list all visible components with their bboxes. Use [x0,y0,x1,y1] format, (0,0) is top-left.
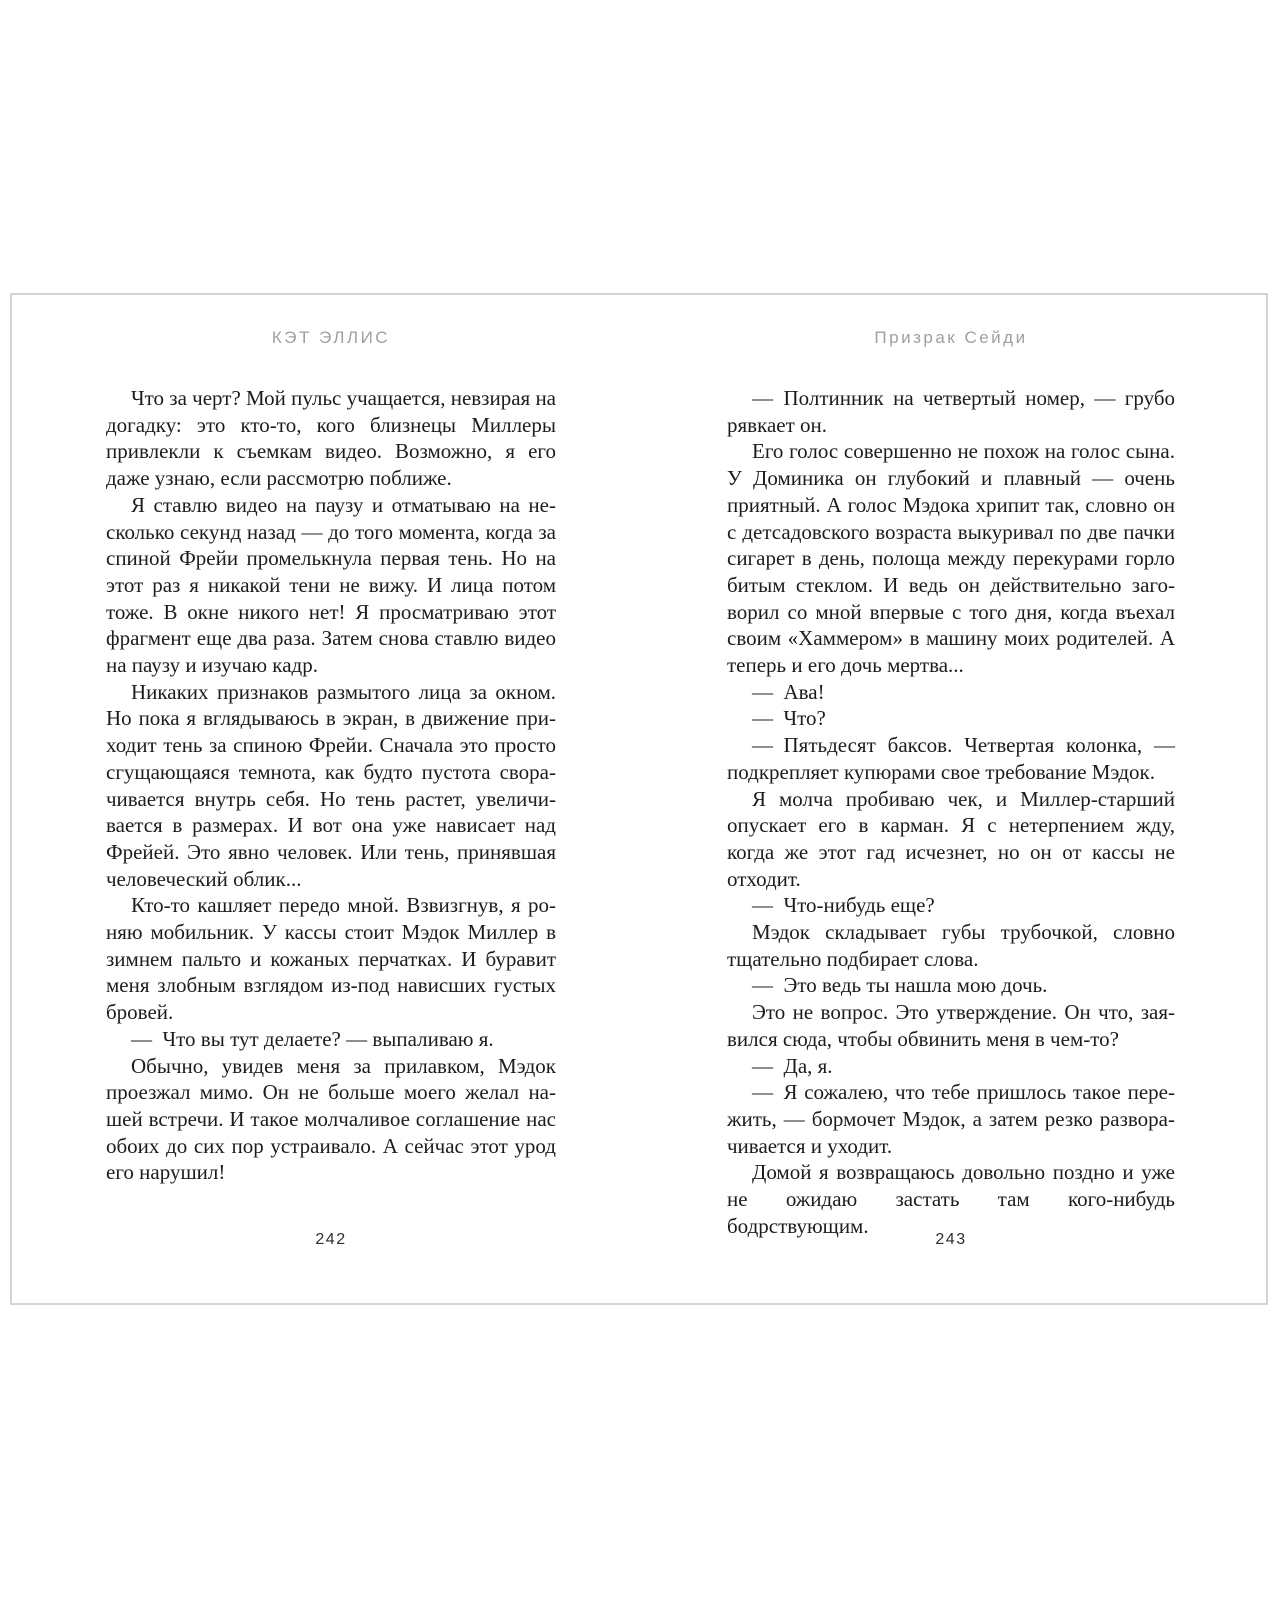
paragraph-dialogue: — Это ведь ты нашла мою дочь. [752,973,1048,998]
page-number-left: 242 [315,1231,347,1248]
paragraph-dialogue: — Что вы тут делаете? — выпаливаю я. [131,1026,494,1051]
page-left-body [106,385,556,1186]
paragraph-dialogue: — Полтинник на четвертый номер, — грубо рявкает он. [727,386,1175,437]
paragraph: Никаких признаков размытого лица за окном. Но пока я вглядываюсь в экран, в движение приходит тень за спиною Фрейи. Сначала это просто сгущающаяся темнота, как будто пустота сворачивается внутрь себя. Но тень растет, увеличивается в размерах. И вот она уже нависает над Фрейей. Это явно человек. Или тень, принявшая человеческий облик... [106,679,556,891]
paragraph: Это не вопрос. Это утверждение. Он что, заявился сюда, чтобы обвинить меня в чем-то? [727,1000,1175,1051]
paragraph-dialogue: — Что? [752,706,826,731]
page-right-body [727,385,1175,1240]
book-spread [10,293,1268,1305]
paragraph-dialogue: — Пятьдесят баксов. Четвертая колонка, — подкрепляет купюрами свое требование Мэдок. [727,733,1175,784]
page-number-right: 243 [935,1231,967,1248]
paragraph-dialogue: — Да, я. [752,1053,833,1078]
paragraph: Домой я возвращаюсь довольно поздно и уже не ожидаю застать там кого-нибудь бодрствующим. [727,1160,1175,1238]
page-right [727,295,1175,1303]
paragraph-dialogue: — Ава! [752,679,825,704]
paragraph: Я молча пробиваю чек, и Миллер-старший опускает его в карман. Я с нетерпением жду, когда же этот гад исчезнет, но он от кассы не отходит. [727,786,1175,891]
paragraph: Я ставлю видео на паузу и отматываю на несколько секунд назад — до того момента, когда за спиной Фрейи промелькнула первая тень. Но на этот раз я никакой тени не вижу. И лица потом тоже. В окне никого нет! Я просматриваю этот фрагмент еще два раза. Затем снова ставлю видео на паузу и изучаю кадр. [106,492,556,678]
paragraph: Его голос совершенно не похож на голос сына. У Доминика он глубокий и плавный — очень приятный. А голос Мэдока хрипит так, словно он с детсадовского возраста выкуривал по две пачки сигарет в день, полоща между перекурами горло битым стеклом. И ведь он действительно заговорил со мной впервые с того дня, когда въехал своим «Хаммером» в машину моих родителей. А теперь и его дочь мертва... [727,439,1175,678]
paragraph: Что за черт? Мой пульс учащается, невзирая на догадку: это кто-то, кого близнецы Миллеры привлекли к съемкам видео. Возможно, я его даже узнаю, если рассмотрю поближе. [106,386,557,491]
paragraph-dialogue: — Что-нибудь еще? [752,893,935,918]
page-left [106,295,556,1303]
paragraph: Обычно, увидев меня за прилавком, Мэдок проезжал мимо. Он не больше моего желал нашей встречи. И такое молчаливое соглашение нас обоих до сих пор устраивало. А сейчас этот урод его нарушил! [106,1053,556,1185]
running-head-author: КЭТ ЭЛЛИС [271,328,391,347]
running-head-title: Призрак Сейди [874,328,1028,347]
paragraph: Мэдок складывает губы трубочкой, словно тщательно подбирает слова. [727,920,1175,971]
paragraph: Кто-то кашляет передо мной. Взвизгнув, я роняю мобильник. У кассы стоит Мэдок Миллер в зимнем пальто и кожаных перчатках. И буравит меня злобным взглядом из-под нависших густых бровей. [106,893,556,1025]
paragraph-dialogue: — Я сожалею, что тебе пришлось такое пережить, — бормочет Мэдок, а затем резко разворачивается и уходит. [727,1080,1175,1158]
